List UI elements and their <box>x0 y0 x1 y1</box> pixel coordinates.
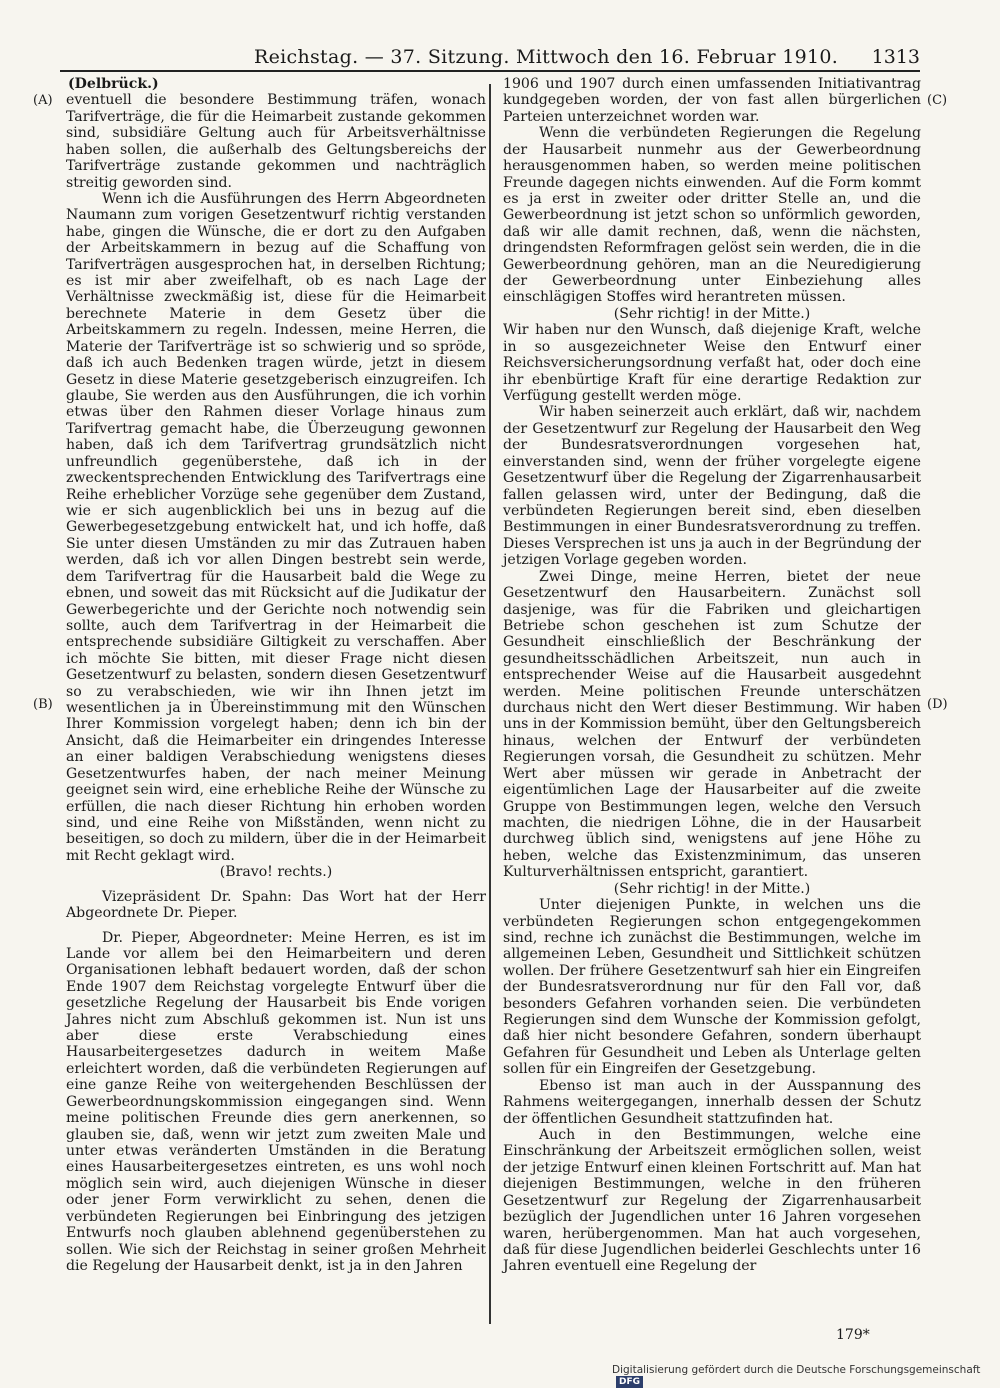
header-title: Reichstag. — 37. Sitzung. Mittwoch den 16. Februar 1910. <box>254 46 839 68</box>
paragraph: (Bravo! rechts.) <box>219 864 333 881</box>
paragraph: Dr. Pieper, Abgeordneter: Meine Herren, es ist im Lande vor allem bei den Heimarbeitern und deren Organisationen lebhaft bedauert worden, daß der schon Ende 1907 dem Reichstag vorgelegte Entwurf über die gesetzliche Regelung der Hausarbeit bis Ende vorigen Jahres nicht zum Abschluß gekommen ist. Nun ist uns aber diese erste Verabschiedung eines Hausarbeitergesetzes dadurch in weitem Maße erleichtert worden, daß die verbündeten Regierungen auf eine ganze Reihe von weitergehenden Beschlüssen der Gewerbeordnungskommission eingegangen sind. Wenn meine politischen Freunde dies gern anerkennen, so glauben sie, daß, wenn wir jetzt zum zweiten Male und unter etwas veränderten Umständen in die Beratung eines Hausarbeitergesetzes eintreten, es uns wohl noch möglich sein wird, auch diejenigen Wünsche in dieser oder jener Form verwirklicht zu sehen, denen die verbündeten Regierungen bei Einbringung des jetzigen Entwurfs noch glauben ablehnend gegenüberstehen zu sollen. Wie sich der Reichstag in seiner großen Mehrheit die Regelung der Hausarbeit denkt, ist ja in den Jahren <box>66 929 486 1274</box>
paragraph: Wir haben nur den Wunsch, daß diejenige Kraft, welche in so ausgezeichneter Weise den Entwurf einer Reichsversicherungsordnung verfaßt hat, oder doch eine ihr ebenbürtige Kraft für eine derartige Redaktion zur Verfügung gestellt werden möge. <box>503 322 921 405</box>
margin-marker-b: (B) <box>33 697 53 712</box>
dfg-logo: DFG <box>616 1376 643 1388</box>
signature-mark: 179* <box>836 1327 870 1343</box>
paragraph: (Sehr richtig! in der Mitte.) <box>613 880 811 897</box>
left-column <box>66 76 486 1274</box>
header-rule <box>60 70 920 72</box>
footer-credit <box>612 1364 1000 1388</box>
paragraph: (Delbrück.) <box>68 76 159 92</box>
margin-marker-a: (A) <box>33 93 53 108</box>
paragraph: Wenn ich die Ausführungen des Herrn Abgeordneten Naumann zum vorigen Gesetzentwurf richtig verstanden habe, gingen die Wünsche, die er dort zu den Aufgaben der Arbeitskammern in bezug auf die Schaffung von Tarifverträgen ausgesprochen hat, in derselben Richtung; es ist mir aber zweifelhaft, ob es nach Lage der Verhältnisse zweckmäßig ist, diese für die Heimarbeit berechnete Materie in dem Gesetz über die Arbeitskammern zu regeln. Indessen, meine Herren, die Materie der Tarifverträge ist so schwierig und so spröde, daß ich auch Bedenken tragen würde, jetzt in diesem Gesetz in diese Materie gesetzgeberisch einzugreifen. Ich glaube, Sie werden aus den Ausführungen, die ich vorhin etwas über den Rahmen dieser Vorlage hinaus zum Tarifvertrag gemacht habe, die Überzeugung gewonnen haben, daß ich dem Tarifvertrag grundsätzlich nicht unfreundlich gegenüberstehe, daß ich in der zweckentsprechenden Entwicklung des Tarifvertrags eine Reihe erheblicher Vorzüge sehe gegenüber dem Zustand, wie er sich augenblicklich bei uns in bezug auf die Gewerbegesetzgebung entwickelt hat, und ich hoffe, daß Sie unter diesen Umständen zu mir das Zutrauen haben werden, daß ich vor allen Dingen bestrebt sein werde, dem Tarifvertrag für die Hausarbeit bald die Wege zu ebnen, und soweit das mit Rücksicht auf die Judikatur der Gewerbegerichte und der Gerichte noch notwendig sein sollte, auch dem Tarifvertrag in der Heimarbeit die entsprechende subsidiäre Giltigkeit zu verschaffen. Aber ich möchte Sie bitten, mit dieser Frage nicht diesen Gesetzentwurf zu belasten, sondern diesen Gesetzentwurf so zu verabschieden, wie wir ihn Ihnen jetzt im wesentlichen ja in Übereinstimmung mit den Wünschen Ihrer Kommission vorgelegt haben; denn ich bin der Ansicht, daß die Heimarbeiter ein dringendes Interesse an einer baldigen Verabschiedung wenigstens dieses Gesetzentwurfes haben, der nach meiner Meinung geeignet sein wird, eine erhebliche Reihe der Wünsche zu erfüllen, die nach dieser Richtung hin erhoben worden sind, und eine Reihe von Mißständen, wenn nicht zu beseitigen, so doch zu mildern, über die in der Heimarbeit mit Recht geklagt wird. <box>66 190 486 864</box>
paragraph: Auch in den Bestimmungen, welche eine Einschränkung der Arbeitszeit ermöglichen sollen, weist der jetzige Entwurf einen kleinen Fortschritt auf. Man hat diejenigen Bestimmungen, welche in den früheren Gesetzentwurf zur Regelung der Zigarrenhausarbeit bezüglich der Jugendlichen unter 16 Jahren vorgesehen waren, herübergenommen. Man hat auch vorgesehen, daß für diese Jugendlichen beiderlei Geschlechts unter 16 Jahren eventuell eine Regelung der <box>503 1127 921 1275</box>
paragraph: (Sehr richtig! in der Mitte.) <box>613 305 811 322</box>
paragraph: 1906 und 1907 durch einen umfassenden Initiativantrag kundgegeben worden, der von fast allen bürgerlichen Parteien unterzeichnet worden war. <box>503 76 921 125</box>
footer-text: Digitalisierung gefördert durch die Deutsche Forschungsgemeinschaft <box>612 1364 981 1376</box>
right-column <box>503 76 921 1275</box>
page-number: 1313 <box>871 46 920 68</box>
paragraph: Ebenso ist man auch in der Ausspannung des Rahmens weitergegangen, innerhalb dessen der Schutz der öffentlichen Gesundheit stattzufinden hat. <box>503 1077 921 1127</box>
paragraph: Wenn die verbündeten Regierungen die Regelung der Hausarbeit nunmehr aus der Gewerbeordnung herausgenommen haben, so werden meine politischen Freunde dagegen nichts einwenden. Auf die Form kommt es ja erst in zweiter oder dritter Stelle an, und die Gewerbeordnung ist jetzt schon so unförmlich geworden, daß wir alle damit rechnen, daß, wenn die nächsten, dringendsten Reformfragen gelöst sein werden, die in die Gewerbeordnung gehören, man an die Neuredigierung der Gewerbeordnung unter Einbeziehung alles einschlägigen Stoffes wird herantreten müssen. <box>503 125 921 306</box>
paragraph: Vizepräsident Dr. Spahn: Das Wort hat der Herr Abgeordnete Dr. Pieper. <box>66 888 486 922</box>
margin-marker-c: (C) <box>927 93 948 108</box>
paragraph: Wir haben seinerzeit auch erklärt, daß wir, nachdem der Gesetzentwurf zur Regelung der Hausarbeit den Weg der Bundesratsverordnungen vorgesehen hat, einverstanden sind, wenn der früher vorgelegte eigene Gesetzentwurf über die Regelung der Zigarrenhausarbeit fallen gelassen wird, unter der Bedingung, daß die verbündeten Regierungen bereit sind, eben dieselben Bestimmungen in einer Bundesratsverordnung zu treffen. Dieses Versprechen ist uns ja auch in der Begründung der jetzigen Vorlage gegeben worden. <box>503 404 921 569</box>
paragraph: Zwei Dinge, meine Herren, bietet der neue Gesetzentwurf den Hausarbeitern. Zunächst soll dasjenige, was für die Fabriken und gleichartigen Betriebe schon geschehen ist zum Schutze der Gesundheit einschließlich der Beschränkung der gesundheitsschädlichen Arbeitszeit, nun auch in entsprechender Weise auf die Hausarbeit ausgedehnt werden. Meine politischen Freunde unterschätzen durchaus nicht den Wert dieser Bestimmung. Wir haben uns in der Kommission bemüht, über den Geltungsbereich hinaus, welchen der Entwurf der verbündeten Regierungen vorsah, die Gesundheit zu schützen. Mehr Wert aber müssen wir gerade in Anbetracht der eigentümlichen Lage der Hausarbeiter auf die zweite Gruppe von Bestimmungen legen, welche den Versuch machten, die niedrigen Löhne, die in der Hausarbeit durchweg üblich sind, wenigstens auf jene Höhe zu heben, welche das Existenzminimum, das unseren Kulturverhältnissen entspricht, garantiert. <box>503 568 921 881</box>
page-header <box>60 44 920 70</box>
paragraph: eventuell die besondere Bestimmung träfen, wonach Tarifverträge, die für die Heimarbeit zustande gekommen sind, subsidiäre Geltung auch für Arbeitsverhältnisse haben sollen, die außerhalb des Geltungsbereichs der Tarifverträge zustande gekommen und nachträglich streitig geworden sind. <box>66 92 486 191</box>
margin-marker-d: (D) <box>927 697 948 712</box>
paragraph: Unter diejenigen Punkte, in welchen uns die verbündeten Regierungen schon entgegengekommen sind, rechne ich zunächst die Bestimmungen, welche im allgemeinen Leben, Gesundheit und Sittlichkeit schützen wollen. Der frühere Gesetzentwurf sah hier ein Eingreifen der Bundesratsverordnung nur für den Fall vor, daß besonders Gefahren vorhanden seien. Die verbündeten Regierungen sind dem Wunsche der Kommission gefolgt, daß hier nicht besondere Gefahren, sondern überhaupt Gefahren für Gesundheit und Leben als Unterlage gelten sollen für ein Eingreifen der Gesetzgebung. <box>503 897 921 1078</box>
column-divider <box>489 84 491 1324</box>
